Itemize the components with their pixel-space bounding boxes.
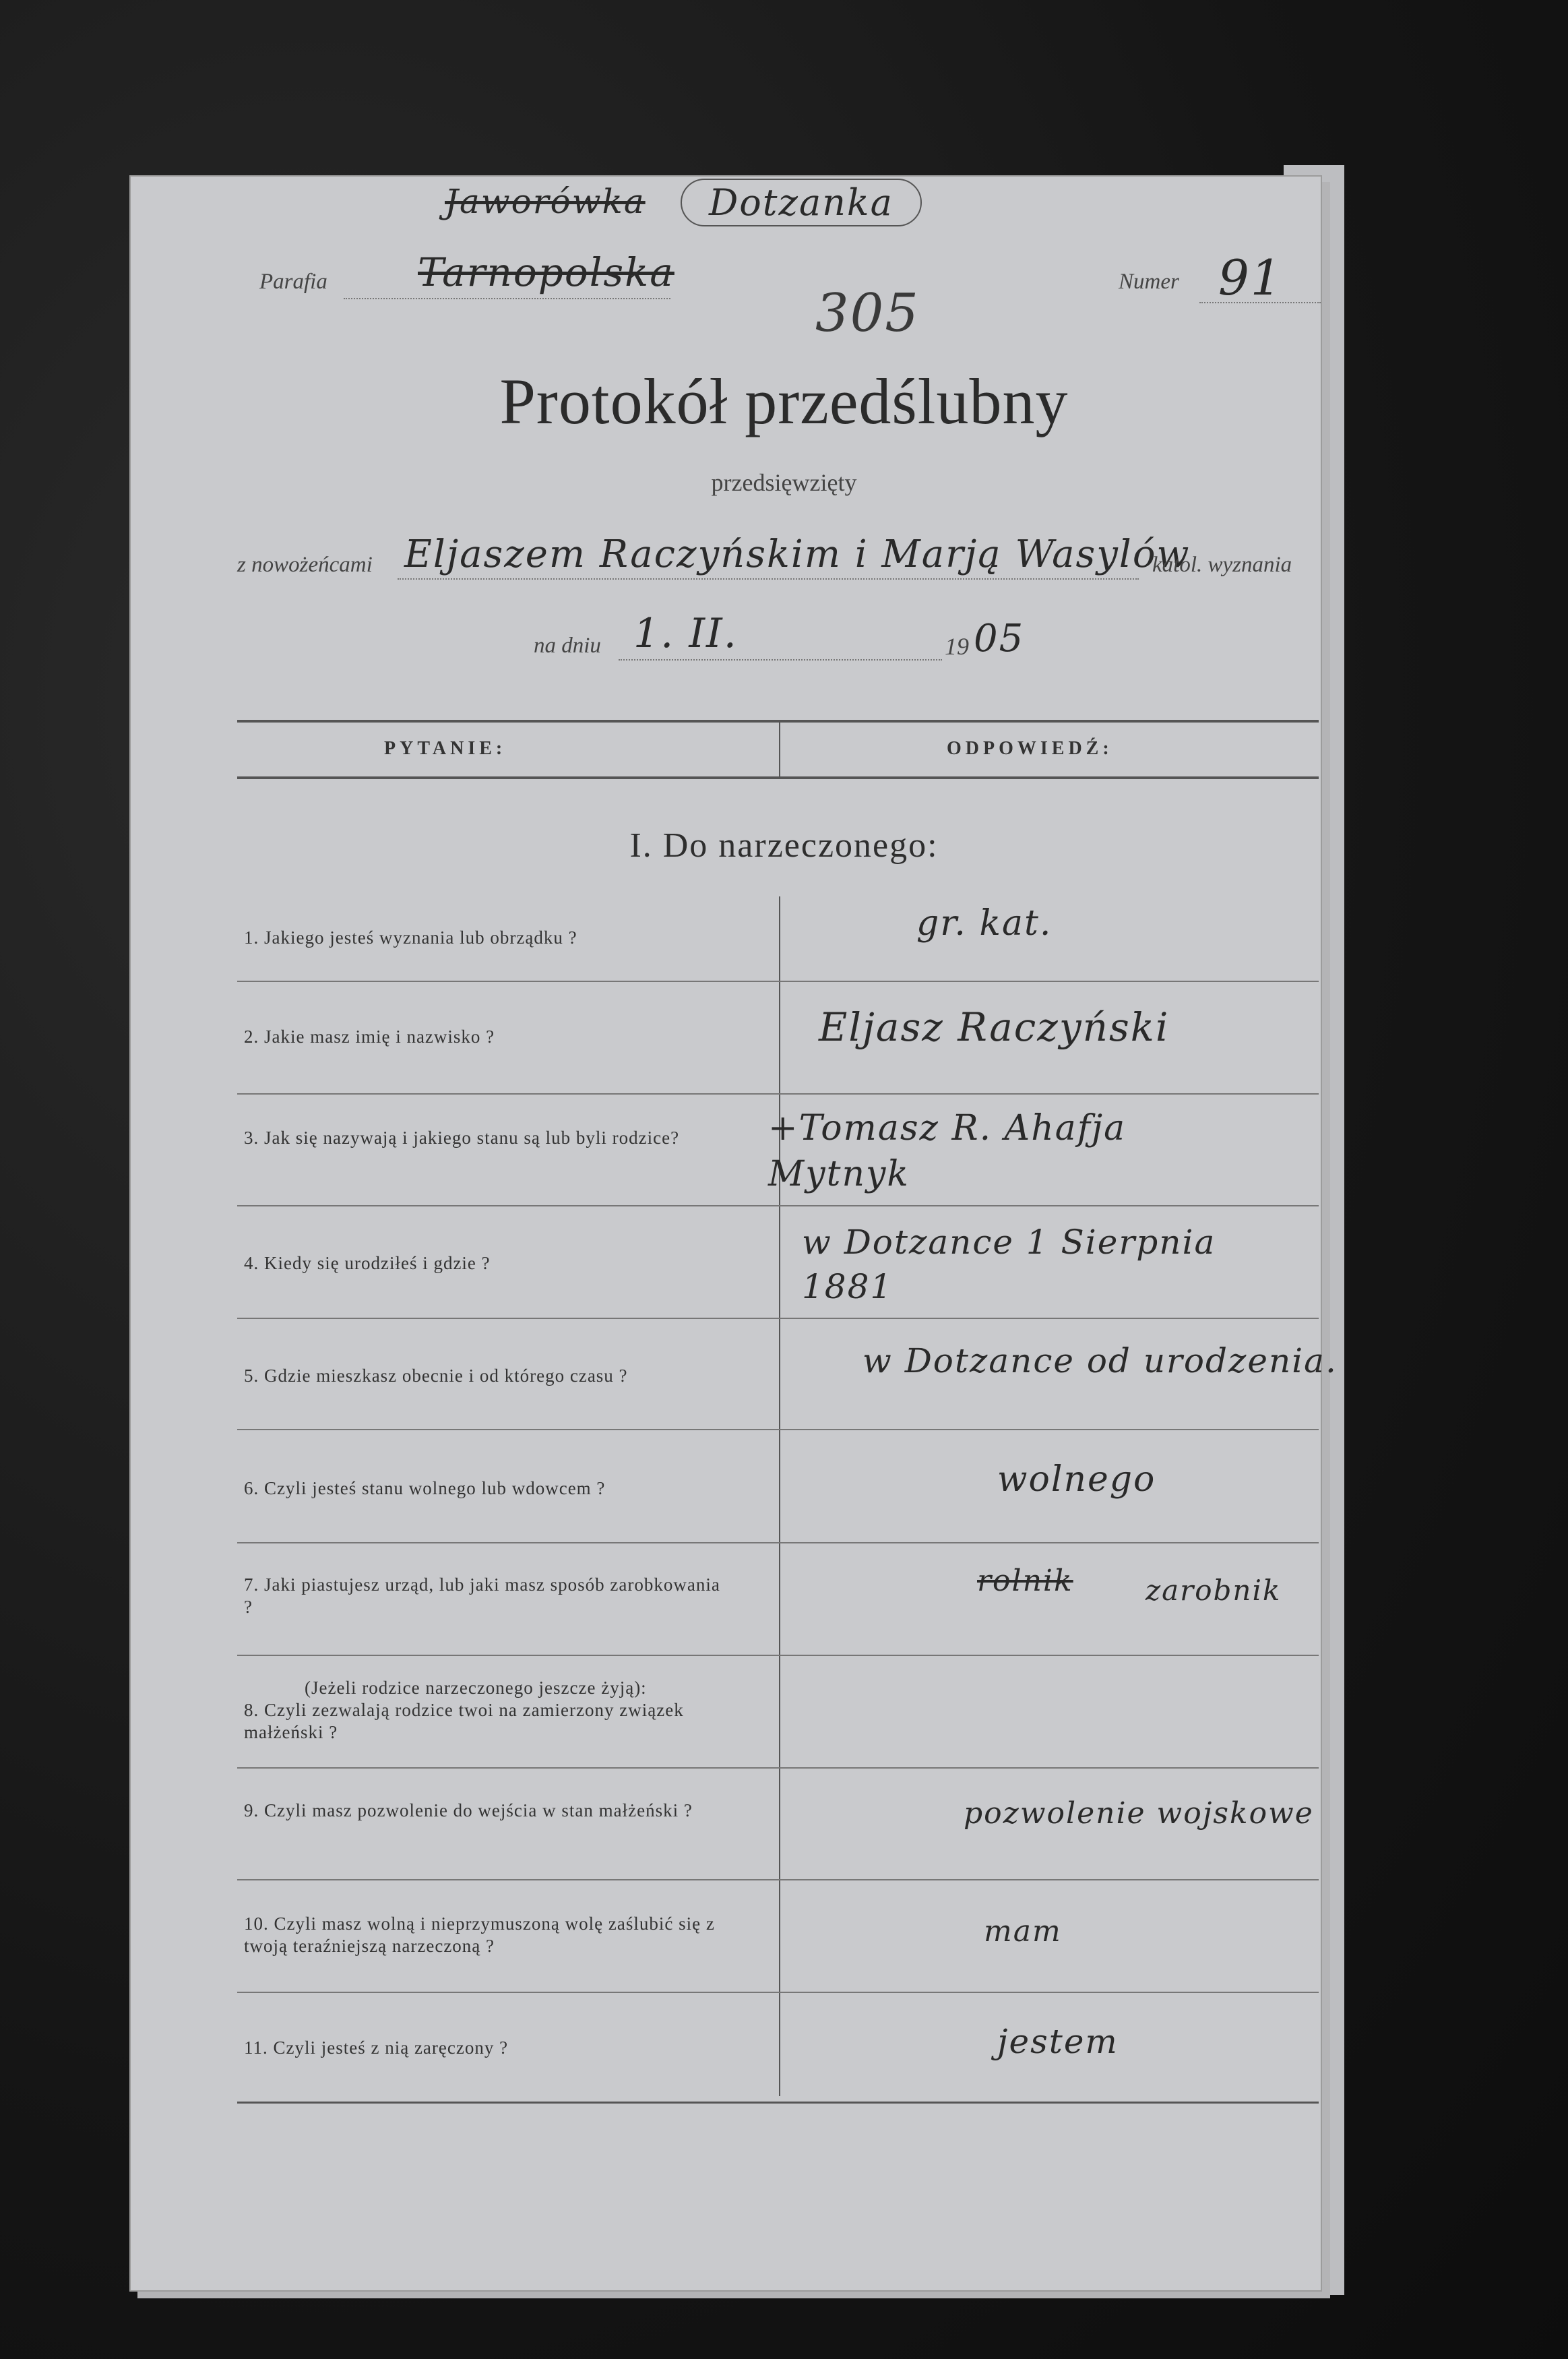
parafia-struck-name: Jaworówka — [445, 182, 646, 221]
page-title: Protokół przedślubny — [499, 365, 1069, 437]
row-separator — [237, 1992, 1319, 1993]
numer-line — [1199, 302, 1321, 303]
answer-6: wolnego — [997, 1459, 1156, 1500]
answer-2: Eljasz Raczyński — [819, 1004, 1170, 1050]
couple-suffix: katol. wyznania — [1152, 553, 1292, 577]
section-title: I. Do narzeczonego: — [629, 826, 939, 865]
question-7: 7. Jaki piastujesz urząd, lub jaki masz sposób zarobkowania ? — [244, 1574, 720, 1617]
header-top-rule — [237, 720, 1319, 723]
question-2: 2. Jakie masz imię i nazwisko ? — [244, 1027, 495, 1047]
parafia-line — [344, 298, 670, 299]
question-8-note: (Jeżeli rodzice narzeczonego jeszcze żyją): — [305, 1678, 647, 1698]
date-label: na dniu — [534, 634, 601, 658]
question-5: 5. Gdzie mieszkasz obecnie i od którego czasu ? — [244, 1366, 628, 1386]
couple-prefix: z nowożeńcami — [237, 553, 373, 577]
header-bottom-rule — [237, 776, 1319, 779]
row-separator — [237, 1205, 1319, 1206]
couple-names: Eljaszem Raczyńskim i Marją Wasylów — [404, 532, 1191, 576]
parafia-label: Parafia — [259, 270, 327, 294]
column-question-header: PYTANIE: — [384, 738, 507, 759]
row-separator — [237, 1767, 1319, 1769]
date-line — [619, 659, 942, 661]
row-separator — [237, 1093, 1319, 1095]
numer-value: 91 — [1218, 249, 1283, 306]
answer-9: pozwolenie wojskowe — [964, 1796, 1314, 1831]
page-subtitle: przedsięwzięty — [711, 469, 857, 496]
question-6: 6. Czyli jesteś stanu wolnego lub wdowcem ? — [244, 1478, 606, 1498]
question-10: 10. Czyli masz wolną i nieprzymuszoną wolę zaślubić się z twoją teraźniejszą narzeczoną ? — [244, 1913, 715, 1956]
answer-11: jestem — [997, 2022, 1119, 2061]
question-1: 1. Jakiego jesteś wyznania lub obrządku ? — [244, 927, 577, 948]
couple-line — [398, 578, 1139, 580]
row-separator — [237, 1429, 1319, 1430]
row-separator — [237, 1318, 1319, 1319]
row-separator — [237, 1655, 1319, 1656]
numer-label: Numer — [1119, 270, 1179, 294]
header-divider — [779, 720, 780, 779]
row-separator — [237, 1879, 1319, 1880]
column-answer-header: ODPOWIEDŹ: — [947, 738, 1113, 759]
row-separator — [237, 1542, 1319, 1543]
parafia-added-name: Dotzanka — [681, 179, 922, 226]
question-8: 8. Czyli zezwalają rodzice twoi na zamierzony związek małżeński ? — [244, 1700, 684, 1742]
grid-divider — [779, 896, 780, 2096]
answer-7-struck: rolnik — [977, 1564, 1073, 1598]
answer-1: gr. kat. — [916, 903, 1053, 944]
answer-5: w Dotzance od urodzenia. — [863, 1341, 1338, 1380]
grid-bottom-rule — [237, 2102, 1319, 2104]
question-11: 11. Czyli jesteś z nią zaręczony ? — [244, 2038, 509, 2058]
date-year-prefix: 19 — [945, 633, 969, 660]
answer-4: w Dotzance 1 Sierpnia 1881 — [802, 1223, 1216, 1306]
date-year-suffix: 05 — [974, 617, 1025, 661]
question-9: 9. Czyli masz pozwolenie do wejścia w stan małżeński ? — [244, 1800, 693, 1820]
answer-10: mam — [984, 1914, 1062, 1949]
row-separator — [237, 981, 1319, 982]
answer-7: zarobnik — [1146, 1574, 1282, 1607]
parafia-value: Tarnopolska — [418, 249, 675, 295]
answer-3: +Tomasz R. Ahafja Mytnyk — [768, 1108, 1127, 1194]
question-3: 3. Jak się nazywają i jakiego stanu są lub byli rodzice? — [244, 1128, 680, 1148]
question-4: 4. Kiedy się urodziłeś i gdzie ? — [244, 1253, 491, 1273]
date-day: 1. II. — [633, 610, 738, 657]
stamp-number: 305 — [815, 283, 920, 344]
